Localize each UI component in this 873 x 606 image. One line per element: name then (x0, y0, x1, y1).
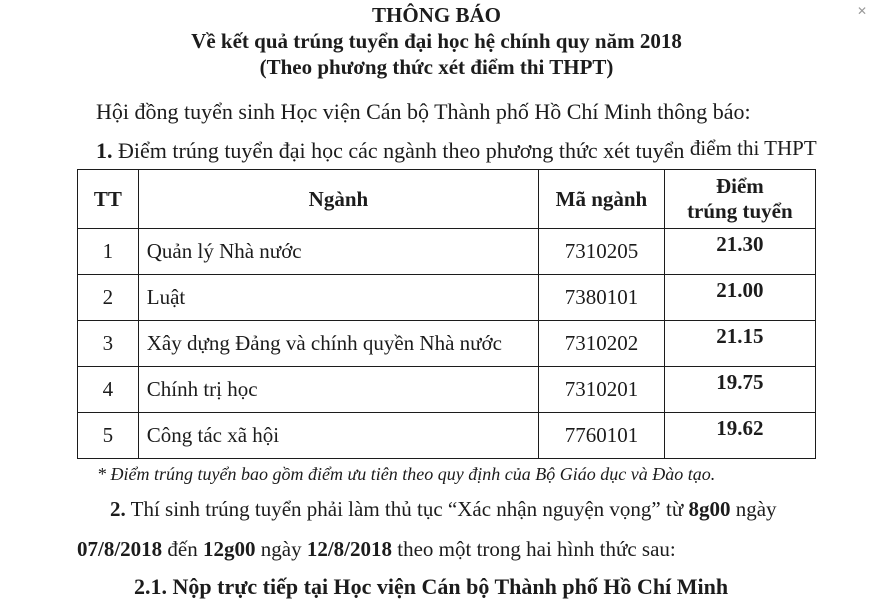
notice-method: (Theo phương thức xét điểm thi THPT) (259, 55, 614, 79)
table-header-row (78, 170, 816, 229)
cell-diem (664, 413, 815, 459)
section-1-text: Điểm trúng tuyển đại học các ngành theo phương thức xét tuyển (118, 138, 685, 163)
cell-tt: 5 (78, 413, 139, 459)
cell-ma-nganh: 7380101 (539, 275, 665, 321)
cell-diem (664, 367, 815, 413)
header-diem-line1: Điểm (715, 174, 764, 198)
section-2-date-start: 07/8/2018 (77, 537, 163, 561)
section-2-text-c: đến (167, 537, 198, 561)
cell-nganh: Xây dựng Đảng và chính quyền Nhà nước (138, 321, 538, 367)
table-row (78, 367, 816, 413)
table-row (78, 275, 816, 321)
table-row (78, 321, 816, 367)
table-row (78, 413, 816, 459)
notice-title: THÔNG BÁO (372, 3, 501, 27)
cell-nganh: Quản lý Nhà nước (138, 229, 538, 275)
section-2-paragraph (110, 497, 777, 522)
header-nganh: Ngành (138, 170, 538, 229)
cell-diem-value: 21.30 (716, 232, 764, 256)
section-2-1-heading: 2.1. Nộp trực tiếp tại Học viện Cán bộ Thành phố Hồ Chí Minh (134, 574, 729, 599)
section-2-number: 2. (110, 497, 126, 521)
cell-tt: 2 (78, 275, 139, 321)
section-2-time-end: 12g00 (203, 537, 256, 561)
table-row (78, 229, 816, 275)
section-2-text-a: Thí sinh trúng tuyển phải làm thủ tục “Xác nhận nguyện vọng” từ (130, 497, 684, 521)
cell-diem (664, 275, 815, 321)
section-2-text-e: theo một trong hai hình thức sau: (397, 537, 676, 561)
cell-diem-value: 21.15 (716, 324, 764, 348)
section-2-time-start: 8g00 (688, 497, 731, 521)
section-1-heading (96, 138, 817, 164)
admission-score-table (77, 169, 816, 459)
cell-nganh: Chính trị học (138, 367, 538, 413)
cell-ma-nganh: 7760101 (539, 413, 665, 459)
cell-ma-nganh: 7310202 (539, 321, 665, 367)
table-footnote: * Điểm trúng tuyển bao gồm điểm ưu tiên theo quy định của Bộ Giáo dục và Đào tạo. (97, 464, 716, 484)
cell-diem (664, 229, 815, 275)
cell-diem (664, 321, 815, 367)
intro-paragraph: Hội đồng tuyển sinh Học viện Cán bộ Thành phố Hồ Chí Minh thông báo: (96, 99, 751, 124)
cell-tt: 1 (78, 229, 139, 275)
cell-tt: 3 (78, 321, 139, 367)
cell-nganh: Luật (138, 275, 538, 321)
section-2-text-d: ngày (260, 537, 302, 561)
cell-ma-nganh: 7310205 (539, 229, 665, 275)
header-diem-line2: trúng tuyển (687, 199, 793, 223)
close-icon[interactable]: ✕ (857, 4, 868, 18)
section-2-paragraph-cont (77, 537, 676, 562)
section-1-number: 1. (96, 138, 113, 163)
section-1-text-tail: điểm thi THPT (689, 136, 817, 160)
cell-ma-nganh: 7310201 (539, 367, 665, 413)
header-ma-nganh: Mã ngành (539, 170, 665, 229)
header-tt: TT (78, 170, 139, 229)
cell-diem-value: 19.75 (716, 370, 764, 394)
cell-nganh: Công tác xã hội (138, 413, 538, 459)
cell-tt: 4 (78, 367, 139, 413)
section-2-date-end: 12/8/2018 (306, 537, 392, 561)
header-diem (664, 170, 815, 229)
section-2-text-b: ngày (735, 497, 777, 521)
cell-diem-value: 21.00 (716, 278, 764, 302)
notice-subtitle: Về kết quả trúng tuyển đại học hệ chính quy năm 2018 (191, 29, 682, 53)
cell-diem-value: 19.62 (716, 416, 764, 440)
